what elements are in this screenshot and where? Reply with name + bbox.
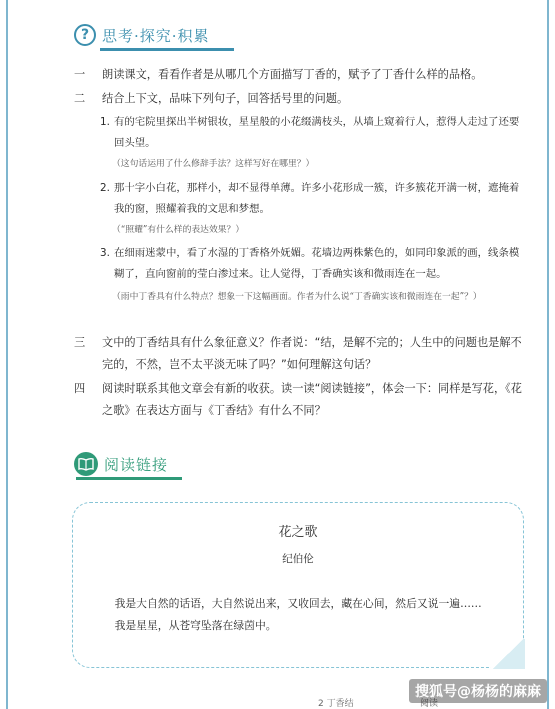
question-item bbox=[74, 332, 522, 376]
reading-card bbox=[72, 502, 524, 668]
question-text: 朗读课文，看看作者是从哪几个方面描写丁香的，赋予了丁香什么样的品格。 bbox=[102, 68, 483, 81]
sub-hint: （这句话运用了什么修辞手法？这样写好在哪里？） bbox=[112, 159, 315, 169]
section-title: 阅读链接 bbox=[104, 455, 169, 474]
poem-title: 花之歌 bbox=[278, 525, 318, 540]
question-list-tail bbox=[74, 332, 522, 422]
poem-author: 纪伯伦 bbox=[282, 553, 314, 565]
question-list bbox=[74, 64, 522, 110]
question-text: 文中的丁香结具有什么象征意义？作者说：“结，是解不完的；人生中的问题也是解不完的，不然，岂不太平淡无味了吗？”如何理解这句话？ bbox=[102, 336, 522, 371]
poem-body bbox=[93, 593, 503, 637]
sub-text: 有的宅院里探出半树银妆，星星般的小花缀满枝头，从墙上窥着行人，惹得人走过了还要回头望。 bbox=[114, 116, 520, 149]
question-item bbox=[74, 378, 522, 422]
sub-text: 在细雨迷蒙中，看了水湿的丁香格外妩媚。花墙边两株紫色的，如同印象派的画，线条模糊了，直向窗前的莹白渗过来。让人觉得，丁香确实该和微雨连在一起。 bbox=[114, 247, 520, 280]
sub-number: 1. bbox=[100, 116, 110, 128]
question-number: 四 bbox=[74, 382, 86, 395]
page-fold-corner bbox=[491, 639, 525, 669]
page-footer-left: 2 丁香结 bbox=[318, 699, 354, 709]
section-underline bbox=[76, 477, 182, 480]
section-header-thinking bbox=[74, 24, 210, 46]
sub-text: 那十字小白花，那样小，却不显得单薄。许多小花形成一簇，许多簇花开满一树，遮掩着我的窗，照耀着我的文思和梦想。 bbox=[114, 182, 520, 215]
section-underline bbox=[100, 48, 234, 51]
sub-question-2 bbox=[100, 178, 520, 220]
question-item bbox=[74, 64, 522, 86]
sub-question-1 bbox=[100, 112, 520, 154]
question-number: 三 bbox=[74, 336, 86, 349]
sub-hint: （“照耀”有什么样的表达效果？） bbox=[112, 225, 245, 235]
question-text: 阅读时联系其他文章会有新的收获。读一读“阅读链接”，体会一下：同样是写花，《花之歌》在表达方面与《丁香结》有什么不同？ bbox=[102, 382, 522, 417]
question-item bbox=[74, 88, 522, 110]
book-icon bbox=[74, 452, 98, 476]
poem-paragraph: 我是大自然的话语，大自然说出来，又收回去，藏在心间，然后又说一遍…… bbox=[114, 597, 482, 610]
sub-question-3 bbox=[100, 243, 520, 285]
sub-number: 2. bbox=[100, 182, 110, 194]
sub-hint: （雨中丁香具有什么特点？想象一下这幅画面。作者为什么说“丁香确实该和微雨连在一起”？） bbox=[112, 292, 482, 302]
question-number: 一 bbox=[74, 68, 86, 81]
question-text: 结合上下文，品味下列句子，回答括号里的问题。 bbox=[102, 92, 349, 105]
section-header-reading-link bbox=[74, 452, 168, 476]
section-title: 思考·探究·积累 bbox=[102, 26, 210, 45]
sub-number: 3. bbox=[100, 247, 110, 259]
question-icon: ? bbox=[74, 24, 96, 46]
question-number: 二 bbox=[74, 92, 86, 105]
watermark: 搜狐号@杨杨的麻麻 bbox=[409, 679, 547, 703]
poem-paragraph: 我是星星，从苍穹坠落在绿茵中。 bbox=[114, 619, 277, 632]
page-footer-right: 阅读 bbox=[420, 699, 439, 709]
